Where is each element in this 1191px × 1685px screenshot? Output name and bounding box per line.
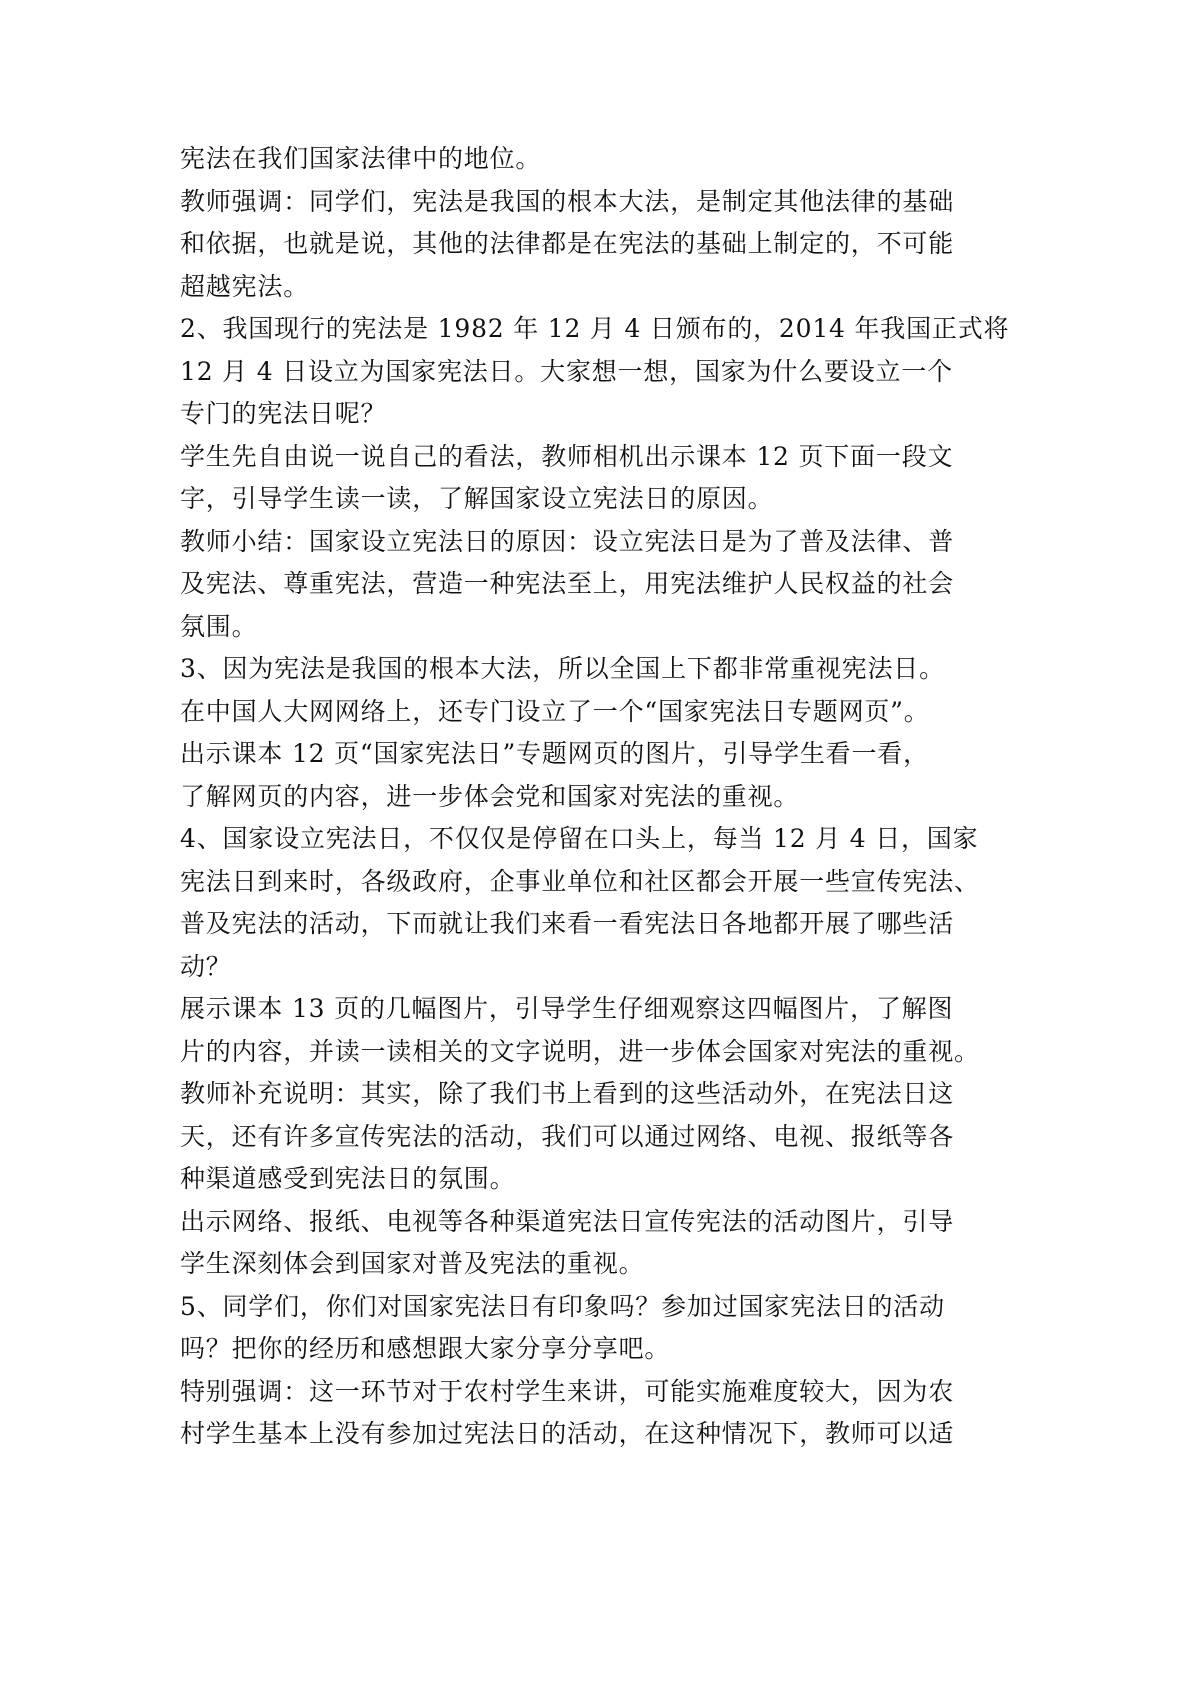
text-line: 种渠道感受到宪法日的氛围。 — [180, 1164, 516, 1193]
text-line: 宪法在我们国家法律中的地位。 — [180, 144, 542, 173]
document-body — [180, 138, 1020, 1456]
text-line: 展示课本 13 页的几幅图片，引导学生仔细观察这四幅图片，了解图 — [180, 994, 954, 1023]
text-line: 教师小结：国家设立宪法日的原因：设立宪法日是为了普及法律、普 — [180, 526, 955, 556]
text-line: 5、同学们，你们对国家宪法日有印象吗？参加过国家宪法日的活动 — [180, 1291, 945, 1321]
text-line: 片的内容，并读一读相关的文字说明，进一步体会国家对宪法的重视。 — [180, 1036, 980, 1066]
text-line: 村学生基本上没有参加过宪法日的活动，在这种情况下，教师可以适 — [180, 1419, 955, 1448]
text-line: 教师补充说明：其实，除了我们书上看到的这些活动外，在宪法日这 — [180, 1079, 955, 1108]
text-line: 4、国家设立宪法日，不仅仅是停留在口头上，每当 12 月 4 日，国家 — [180, 824, 979, 853]
text-line: 动？ — [180, 951, 232, 981]
text-line: 普及宪法的活动，下而就让我们来看一看宪法日各地都开展了哪些活 — [180, 909, 955, 938]
text-line: 了解网页的内容，进一步体会党和国家对宪法的重视。 — [180, 781, 800, 811]
text-line: 出示网络、报纸、电视等各种渠道宪法日宣传宪法的活动图片，引导 — [180, 1206, 955, 1236]
text-line: 12 月 4 日设立为国家宪法日。大家想一想，国家为什么要设立一个 — [180, 356, 953, 386]
text-line: 天，还有许多宣传宪法的活动，我们可以通过网络、电视、报纸等各 — [180, 1121, 955, 1151]
text-line: 及宪法、尊重宪法，营造一种宪法至上，用宪法维护人民权益的社会 — [180, 569, 955, 598]
text-line: 出示课本 12 页“国家宪法日”专题网页的图片，引导学生看一看， — [180, 739, 929, 768]
text-line: 超越宪法。 — [180, 271, 310, 301]
text-line: 氛围。 — [180, 611, 258, 641]
text-line: 字，引导学生读一读，了解国家设立宪法日的原因。 — [180, 484, 774, 513]
text-line: 专门的宪法日呢？ — [180, 399, 387, 428]
text-line: 2、我国现行的宪法是 1982 年 12 月 4 日颁布的，2014 年我国正式将 — [180, 314, 1010, 343]
text-line: 吗？把你的经历和感想跟大家分享分享吧。 — [180, 1334, 671, 1363]
text-line: 教师强调：同学们，宪法是我国的根本大法，是制定其他法律的基础 — [180, 186, 955, 216]
text-line: 3、因为宪法是我国的根本大法，所以全国上下都非常重视宪法日。 — [180, 654, 945, 683]
text-line: 在中国人大网网络上，还专门设立了一个“国家宪法日专题网页”。 — [180, 696, 930, 726]
text-line: 宪法日到来时，各级政府，企事业单位和社区都会开展一些宣传宪法、 — [180, 866, 980, 896]
text-line: 特别强调：这一环节对于农村学生来讲，可能实施难度较大，因为农 — [180, 1376, 955, 1406]
text-line: 学生深刻体会到国家对普及宪法的重视。 — [180, 1249, 645, 1278]
text-line: 学生先自由说一说自己的看法，教师相机出示课本 12 页下面一段文 — [180, 441, 954, 471]
text-line: 和依据，也就是说，其他的法律都是在宪法的基础上制定的，不可能 — [180, 229, 955, 258]
